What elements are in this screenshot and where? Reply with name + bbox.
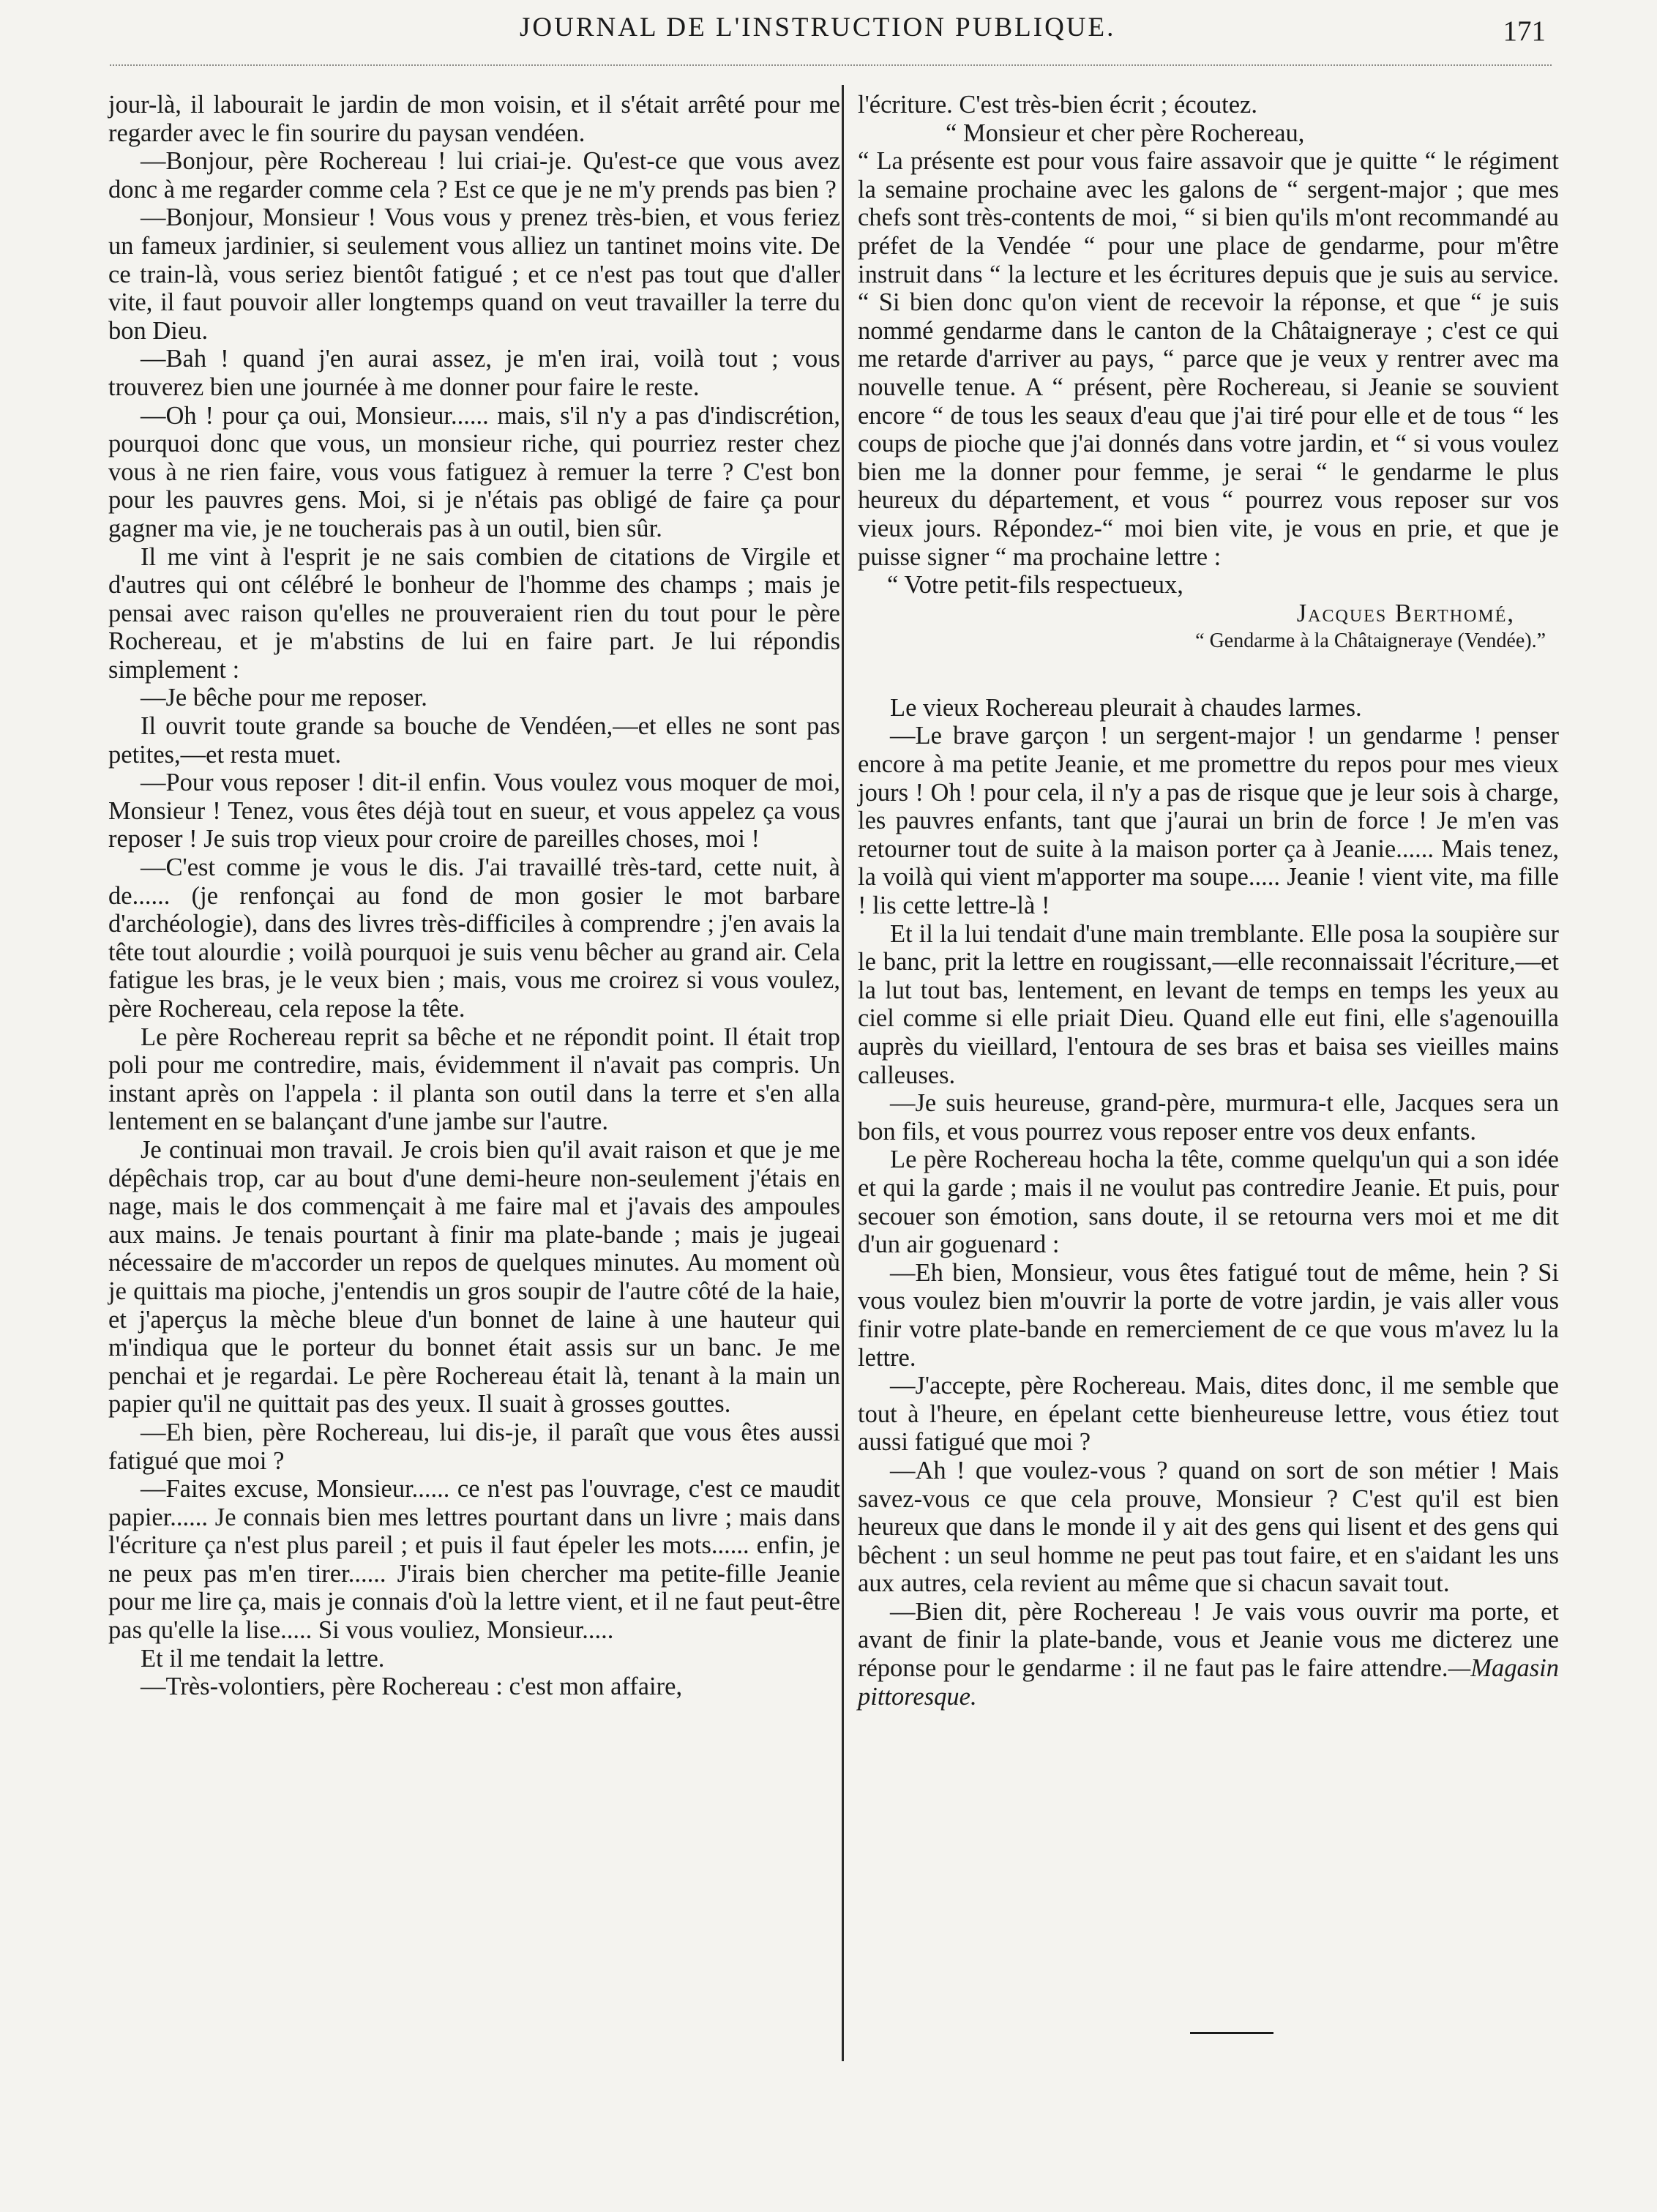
- paragraph: —Bonjour, père Rochereau ! lui criai-je. Qu'est-ce que vous avez donc à me regarder comme cela ? Est ce que je ne m'y prends pas bien ?: [108, 147, 840, 203]
- header-rule: [110, 64, 1552, 66]
- paragraph: Le père Rochereau reprit sa bêche et ne répondit point. Il était trop poli pour me contredire, mais, évidemment il n'avait pas compris. Un instant après on l'appela : il planta son outil dans la terre et s'en alla lentement en se balançant d'une jambe sur l'autre.: [108, 1023, 840, 1136]
- letter-body: “ La présente est pour vous faire assavoir que je quitte “ le régiment la semaine prochaine avec les galons de “ sergent-major ; que mes chefs sont très-contents de moi, “ si bien qu'ils m'ont recommandé au préfet de la Vendée “ pour une place de gendarme, pour m'être instruit dans “ la lecture et les écritures depuis que je suis au service. “ Si bien donc qu'on vient de recevoir la réponse, et que “ je suis nommé gendarme dans le canton de la Châtaigneraye ; c'est ce qui me retarde d'arriver au pays, “ parce que je veux y rentrer avec ma nouvelle tenue. A “ présent, père Rochereau, si Jeanie se souvient encore “ de tous les seaux d'eau que j'ai tiré pour elle et de tous “ les coups de pioche que j'ai donnés dans votre jardin, et “ si vous voulez bien me la donner pour femme, je serai “ le gendarme le plus heureux du département, et vous “ pourrez vous reposer sur vos vieux jours. Répondez-“ moi bien vite, je vous en prie, et que je puisse signer “ ma prochaine lettre :: [858, 147, 1559, 571]
- paragraph: —Bah ! quand j'en aurai assez, je m'en irai, voilà tout ; vous trouverez bien une journée à me donner pour faire le reste.: [108, 345, 840, 401]
- paragraph: [858, 1598, 1559, 1711]
- paragraph: Je continuai mon travail. Je crois bien qu'il avait raison et que je me dépêchais trop, car au bout d'une demi-heure non-seulement j'étais en nage, mais le dos commençait à me faire mal et j'avais des ampoules aux mains. Je tenais pourtant à finir ma plate-bande ; mais je jugeai nécessaire de m'accorder un repos de quelques minutes. Au moment où je quittais ma pioche, j'entendis un gros soupir de l'autre côté de la haie, et j'aperçus la mèche bleue d'un bonnet de laine à une hauteur qui m'indiqua que le porteur du bonnet était assis sur un banc. Je me penchai et je regardai. Le père Rochereau était là, tenant à la main un papier qu'il ne quittait pas des yeux. Il suait à grosses gouttes.: [108, 1135, 840, 1419]
- paragraph: —Très-volontiers, père Rochereau : c'est mon affaire,: [141, 1673, 683, 1701]
- running-head: [110, 6, 1552, 61]
- paragraph: —Eh bien, père Rochereau, lui dis-je, il paraît que vous êtes aussi fatigué que moi ?: [108, 1418, 840, 1475]
- paragraph: —Je suis heureuse, grand-père, murmura-t elle, Jacques sera un bon fils, et vous pourrez vous reposer entre vos deux enfants.: [858, 1089, 1559, 1146]
- paragraph: —Je bêche pour me reposer.: [141, 684, 427, 712]
- paragraph-text: —Bien dit, père Rochereau ! Je vais vous ouvrir ma porte, et avant de finir la plate-bande, vous et Jeanie vous me dicterez une réponse pour le gendarme : il ne faut pas le faire attendre.: [858, 1597, 1559, 1683]
- paragraph: Le père Rochereau hocha la tête, comme quelqu'un qui a son idée et qui la garde ; mais il ne voulut pas contredire Jeanie. Et puis, pour secouer son émotion, sans doute, il se retourna vers moi et me dit d'un air goguenard :: [858, 1146, 1559, 1259]
- paragraph: Le vieux Rochereau pleurait à chaudes larmes.: [890, 693, 1362, 722]
- paragraph: —Oh ! pour ça oui, Monsieur...... mais, s'il n'y a pas d'indiscrétion, pourquoi donc que vous, un monsieur riche, qui pourriez rester chez vous à ne rien faire, vous vous fatiguez à remuer la terre ? C'est bon pour les pauvres gens. Moi, si je n'étais pas obligé de faire ça pour gagner ma vie, je ne toucherais pas à un outil, bien sûr.: [108, 401, 840, 542]
- end-rule: [1190, 2032, 1273, 2034]
- paragraph: —Pour vous reposer ! dit-il enfin. Vous voulez vous moquer de moi, Monsieur ! Tenez, vous êtes déjà tout en sueur, et vous appelez ça vous reposer ! Je suis trop vieux pour croire de pareilles choses, moi !: [108, 769, 840, 853]
- quoted-letter: [858, 119, 1559, 656]
- letter-salutation: “ Monsieur et cher père Rochereau,: [946, 119, 1305, 147]
- source-credit: —Magasin pittoresque.: [858, 1654, 1559, 1711]
- letter-closing: “ Votre petit-fils respectueux,: [887, 571, 1183, 599]
- right-column: [858, 91, 1559, 1711]
- paragraph: Il me vint à l'esprit je ne sais combien de citations de Virgile et d'autres qui ont célébré le bonheur de l'homme des champs ; mais je pensai avec raison qu'elles ne prouveraient rien du tout pour le père Rochereau, et je m'abstins de lui en faire part. Je lui répondis simplement :: [108, 542, 840, 684]
- paragraph: —Faites excuse, Monsieur...... ce n'est pas l'ouvrage, c'est ce maudit papier...... Je connais bien mes lettres pourtant dans un livre ; mais dans l'écriture ça n'est plus pareil ; et puis il faut épeler les mots...... enfin, je ne peux pas m'en tirer...... J'irais bien chercher ma petite-fille Jeanie pour me lire ça, mais je connais d'où la lettre vient, et il ne faut peut-être pas qu'elle la lise..... Si vous vouliez, Monsieur.....: [108, 1475, 840, 1645]
- left-column: [108, 91, 840, 1701]
- paragraph: —C'est comme je vous le dis. J'ai travaillé très-tard, cette nuit, à de...... (je renfonçai au fond de mon gosier le mot barbare d'archéologie), dans des livres très-difficiles à comprendre ; j'en avais la tête tout alourdie ; voilà pourquoi je suis venu bêcher au grand air. Cela fatigue les bras, je le veux bien ; mais, vous me croirez si vous voulez, père Rochereau, cela repose la tête.: [108, 853, 840, 1023]
- letter-signature: Jacques Berthomé,: [1296, 599, 1515, 627]
- paragraph: —Ah ! que voulez-vous ? quand on sort de son métier ! Mais savez-vous ce que cela prouve, Monsieur ? C'est qu'il est bien heureux que dans le monde il y ait des gens qui lisent et des gens qui bêchent : un seul homme ne peut pas tout faire, et en s'aidant les uns aux autres, cela revient au même que si chacun savait tout.: [858, 1456, 1559, 1598]
- paragraph: Et il me tendait la lettre.: [141, 1644, 385, 1673]
- page-number: 171: [1503, 15, 1546, 47]
- paragraph: —Le brave garçon ! un sergent-major ! un gendarme ! penser encore à ma petite Jeanie, et me promettre du repos pour mes vieux jours ! Oh ! pour cela, il n'y a pas de risque que je leur sois à charge, les pauvres enfants, tant que j'aurai un brin de force ! Je m'en vas retourner tout de suite à la maison porter ça à Jeanie...... Mais tenez, la voilà qui vient m'apporter ma soupe..... Jeanie ! vient vite, ma fille ! lis cette lettre-là !: [858, 722, 1559, 920]
- paragraph: —Bonjour, Monsieur ! Vous vous y prenez très-bien, et vous feriez un fameux jardinier, si seulement vous alliez un tantinet moins vite. De ce train-là, vous seriez bientôt fatigué ; et ce n'est pas tout que d'aller vite, il faut pouvoir aller longtemps quand on veut travailler la terre du bon Dieu.: [108, 203, 840, 345]
- paragraph: Et il la lui tendait d'une main tremblante. Elle posa la soupière sur le banc, prit la lettre en rougissant,—elle reconnaissait l'écriture,—et la lut tout bas, lentement, en levant de temps en temps les yeux au ciel comme si elle priait Dieu. Quand elle eut fini, elle s'agenouilla auprès du vieillard, l'entoura de ses bras et baisa ses vieilles mains calleuses.: [858, 919, 1559, 1089]
- column-divider: [842, 85, 844, 2061]
- journal-title: JOURNAL DE L'INSTRUCTION PUBLIQUE.: [520, 12, 1116, 42]
- paragraph: l'écriture. C'est très-bien écrit ; écoutez.: [858, 91, 1257, 119]
- letter-signature-title: “ Gendarme à la Châtaigneraye (Vendée).”: [1195, 629, 1546, 653]
- paragraph: —Eh bien, Monsieur, vous êtes fatigué tout de même, hein ? Si vous voulez bien m'ouvrir la porte de votre jardin, je vais aller vous finir votre plate-bande en remerciement de ce que vous m'avez lu la lettre.: [858, 1258, 1559, 1372]
- paragraph: —J'accepte, père Rochereau. Mais, dites donc, il me semble que tout à l'heure, en épelant cette bienheureuse lettre, vous étiez tout aussi fatigué que moi ?: [858, 1372, 1559, 1457]
- paragraph: Il ouvrit toute grande sa bouche de Vendéen,—et elles ne sont pas petites,—et resta muet.: [108, 712, 840, 769]
- paragraph: jour-là, il labourait le jardin de mon voisin, et il s'était arrêté pour me regarder avec le fin sourire du paysan vendéen.: [108, 91, 840, 147]
